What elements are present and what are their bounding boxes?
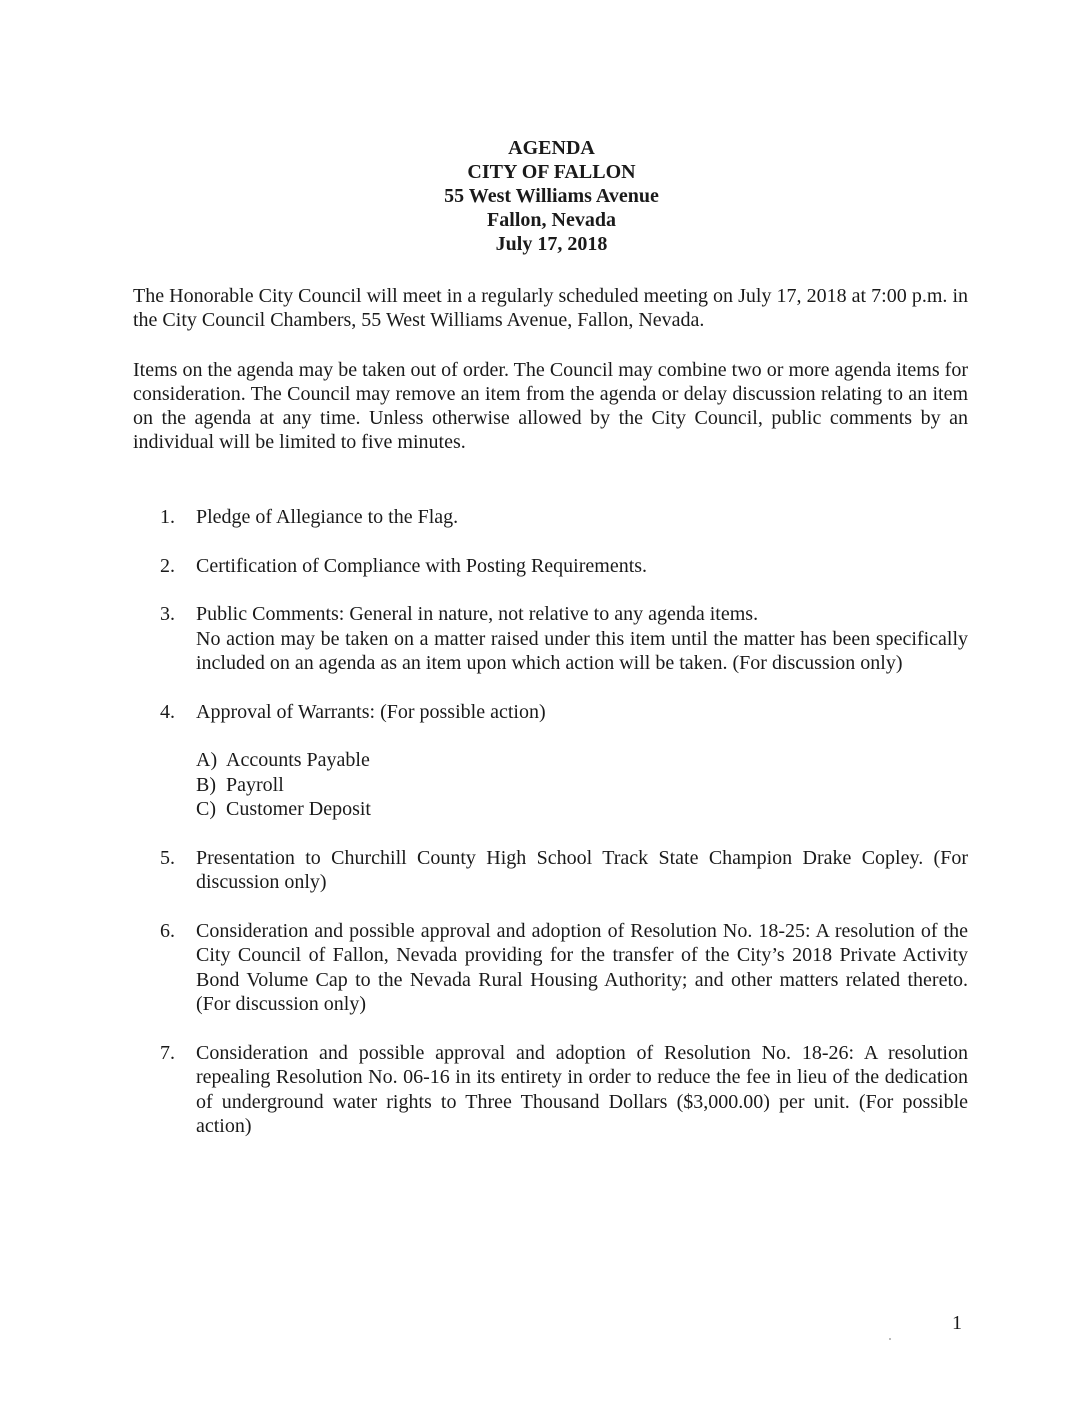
agenda-item-text: Certification of Compliance with Posting Requirements. bbox=[196, 554, 648, 577]
agenda-item-3 bbox=[160, 602, 968, 676]
header-date: July 17, 2018 bbox=[495, 233, 608, 255]
agenda-item-text: Presentation to Churchill County High School Track State Champion Drake Copley. (For discussion only) bbox=[196, 846, 968, 893]
intro-paragraph-rules: Items on the agenda may be taken out of order. The Council may combine two or more agenda items for consideration. The Council may remove an item from the agenda or delay discussion relating to an item on the agenda at any time. Unless otherwise allowed by the City Council, public comments by an individual will be limited to five minutes. bbox=[133, 359, 968, 453]
agenda-item-text: Consideration and possible approval and adoption of Resolution No. 18-26: A resolution repealing Resolution No. 06-16 in its entirety in order to reduce the fee in lieu of the dedication of underground water rights to Three Thousand Dollars ($3,000.00) per unit. (For possible action) bbox=[196, 1041, 968, 1137]
agenda-item-4 bbox=[160, 700, 968, 822]
scan-speck bbox=[889, 1338, 891, 1340]
agenda-item-number: 2. bbox=[160, 554, 175, 577]
agenda-item-text: Pledge of Allegiance to the Flag. bbox=[196, 506, 459, 528]
sub-item-text: Accounts Payable bbox=[226, 749, 370, 771]
agenda-item-note: No action may be taken on a matter raised under this item until the matter has been specifically included on an agenda as an item upon which action will be taken. (For discussion only) bbox=[196, 627, 968, 674]
sub-item-letter: A) bbox=[196, 749, 218, 771]
agenda-item-number: 4. bbox=[160, 700, 175, 723]
sub-item-letter: C) bbox=[196, 798, 216, 820]
agenda-item-text: Public Comments: General in nature, not relative to any agenda items. bbox=[196, 603, 759, 625]
header-location: Fallon, Nevada bbox=[487, 209, 616, 231]
agenda-item-2 bbox=[160, 554, 968, 579]
agenda-items-list bbox=[160, 505, 968, 1163]
agenda-item-number: 5. bbox=[160, 846, 175, 869]
header-city: CITY OF FALLON bbox=[467, 161, 636, 183]
warrants-sublist bbox=[196, 748, 968, 822]
sub-item-letter: B) bbox=[196, 773, 216, 796]
agenda-item-6 bbox=[160, 919, 968, 1017]
page-number: 1 bbox=[952, 1312, 962, 1334]
sub-item-customer-deposit bbox=[196, 797, 968, 822]
header-title: AGENDA bbox=[508, 137, 595, 159]
agenda-item-text: Consideration and possible approval and adoption of Resolution No. 18-25: A resolution of the City Council of Fallon, Nevada providing for the transfer of the City’s 2018 Private Activity Bond Volume Cap to the Nevada Rural Housing Authority; and other matters related thereto. (For discussion only) bbox=[196, 919, 968, 1015]
agenda-item-number: 1. bbox=[160, 506, 175, 528]
agenda-item-5 bbox=[160, 846, 968, 895]
sub-item-text: Payroll bbox=[226, 773, 284, 796]
agenda-item-number: 6. bbox=[160, 919, 175, 942]
sub-item-accounts-payable bbox=[196, 748, 968, 773]
agenda-item-text: Approval of Warrants: (For possible action) bbox=[196, 700, 546, 723]
agenda-item-7 bbox=[160, 1041, 968, 1139]
agenda-header bbox=[0, 136, 1083, 256]
header-street: 55 West Williams Avenue bbox=[444, 185, 659, 207]
sub-item-payroll bbox=[196, 773, 968, 798]
sub-item-text: Customer Deposit bbox=[226, 798, 371, 820]
agenda-item-1 bbox=[160, 505, 968, 530]
agenda-item-number: 3. bbox=[160, 603, 175, 625]
agenda-item-number: 7. bbox=[160, 1041, 175, 1064]
intro-paragraph-meeting: The Honorable City Council will meet in a regularly scheduled meeting on July 17, 2018 at 7:00 p.m. in the City Council Chambers, 55 West Williams Avenue, Fallon, Nevada. bbox=[133, 285, 968, 331]
